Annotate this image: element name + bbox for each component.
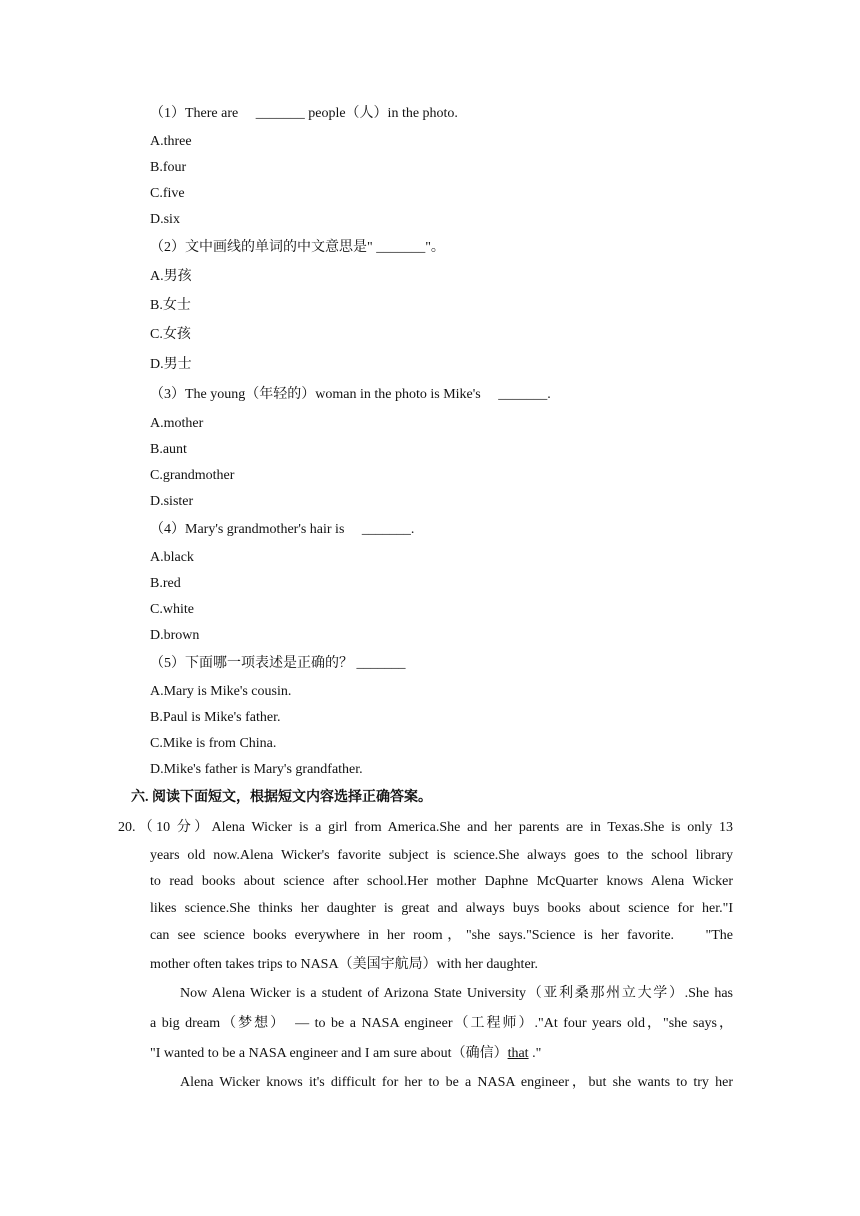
question-2-option-c: C.女孩 [150, 327, 191, 342]
question-4-option-a: A.black [150, 550, 194, 565]
question-5-option-a: A.Mary is Mike's cousin. [150, 684, 292, 699]
question-1-option-a: A.three [150, 134, 192, 149]
question-5-option-c: C.Mike is from China. [150, 736, 277, 751]
question-3-option-b: B.aunt [150, 442, 187, 457]
question-2-stem: （2）文中画线的单词的中文意思是" _______"。 [150, 240, 445, 255]
passage-line-1: 20.（10 分）Alena Wicker is a girl from America.She and her parents are in Texas.She is only 13 [118, 820, 733, 835]
question-4-option-c: C.white [150, 602, 194, 617]
question-2-option-b: B.女士 [150, 298, 191, 313]
passage-line-9 [150, 1045, 541, 1063]
question-5-option-d: D.Mike's father is Mary's grandfather. [150, 762, 363, 777]
question-4-option-d: D.brown [150, 628, 200, 643]
passage-line-5: can see science books everywhere in her room，"she says."Science is her favorite. "The [150, 928, 733, 943]
question-3-option-a: A.mother [150, 416, 204, 431]
passage-line-6: mother often takes trips to NASA（美国宇航局）with her daughter. [150, 957, 539, 972]
question-1-option-d: D.six [150, 212, 180, 227]
question-2-option-d: D.男士 [150, 357, 192, 372]
question-1-stem: （1）There are _______ people（人）in the photo. [150, 106, 458, 121]
underlined-word-that: that [507, 1046, 529, 1061]
passage-line-2: years old now.Alena Wicker's favorite subject is science.She always goes to the school library [150, 848, 733, 863]
question-4-option-b: B.red [150, 576, 181, 591]
question-5-option-b: B.Paul is Mike's father. [150, 710, 281, 725]
question-2-option-a: A.男孩 [150, 269, 192, 284]
passage-line-9-text: "I wanted to be a NASA engineer and I am sure about（确信） [150, 1046, 508, 1061]
passage-line-4: likes science.She thinks her daughter is great and always buys books about science for her."I [150, 901, 733, 916]
passage-line-8: a big dream（梦想） — to be a NASA engineer（工程师）."At four years old，"she says， [150, 1016, 733, 1031]
section-title: 六. 阅读下面短文，根据短文内容选择正确答案。 [131, 790, 432, 805]
passage-line-7: Now Alena Wicker is a student of Arizona State University（亚利桑那州立大学）.She has [180, 986, 733, 1001]
passage-line-9-end: ." [528, 1046, 542, 1061]
question-4-stem: （4）Mary's grandmother's hair is _______. [150, 522, 415, 537]
question-5-stem: （5）下面哪一项表述是正确的？ _______ [150, 656, 406, 671]
question-1-option-b: B.four [150, 160, 187, 175]
passage-line-10: Alena Wicker knows it's difficult for her to be a NASA engineer，but she wants to try her [180, 1075, 733, 1090]
question-1-option-c: C.five [150, 186, 185, 201]
question-3-option-c: C.grandmother [150, 468, 235, 483]
passage-line-3: to read books about science after school.Her mother Daphne McQuarter knows Alena Wicker [150, 874, 733, 889]
question-3-stem: （3）The young（年轻的）woman in the photo is Mike's _______. [150, 387, 551, 402]
question-3-option-d: D.sister [150, 494, 194, 509]
